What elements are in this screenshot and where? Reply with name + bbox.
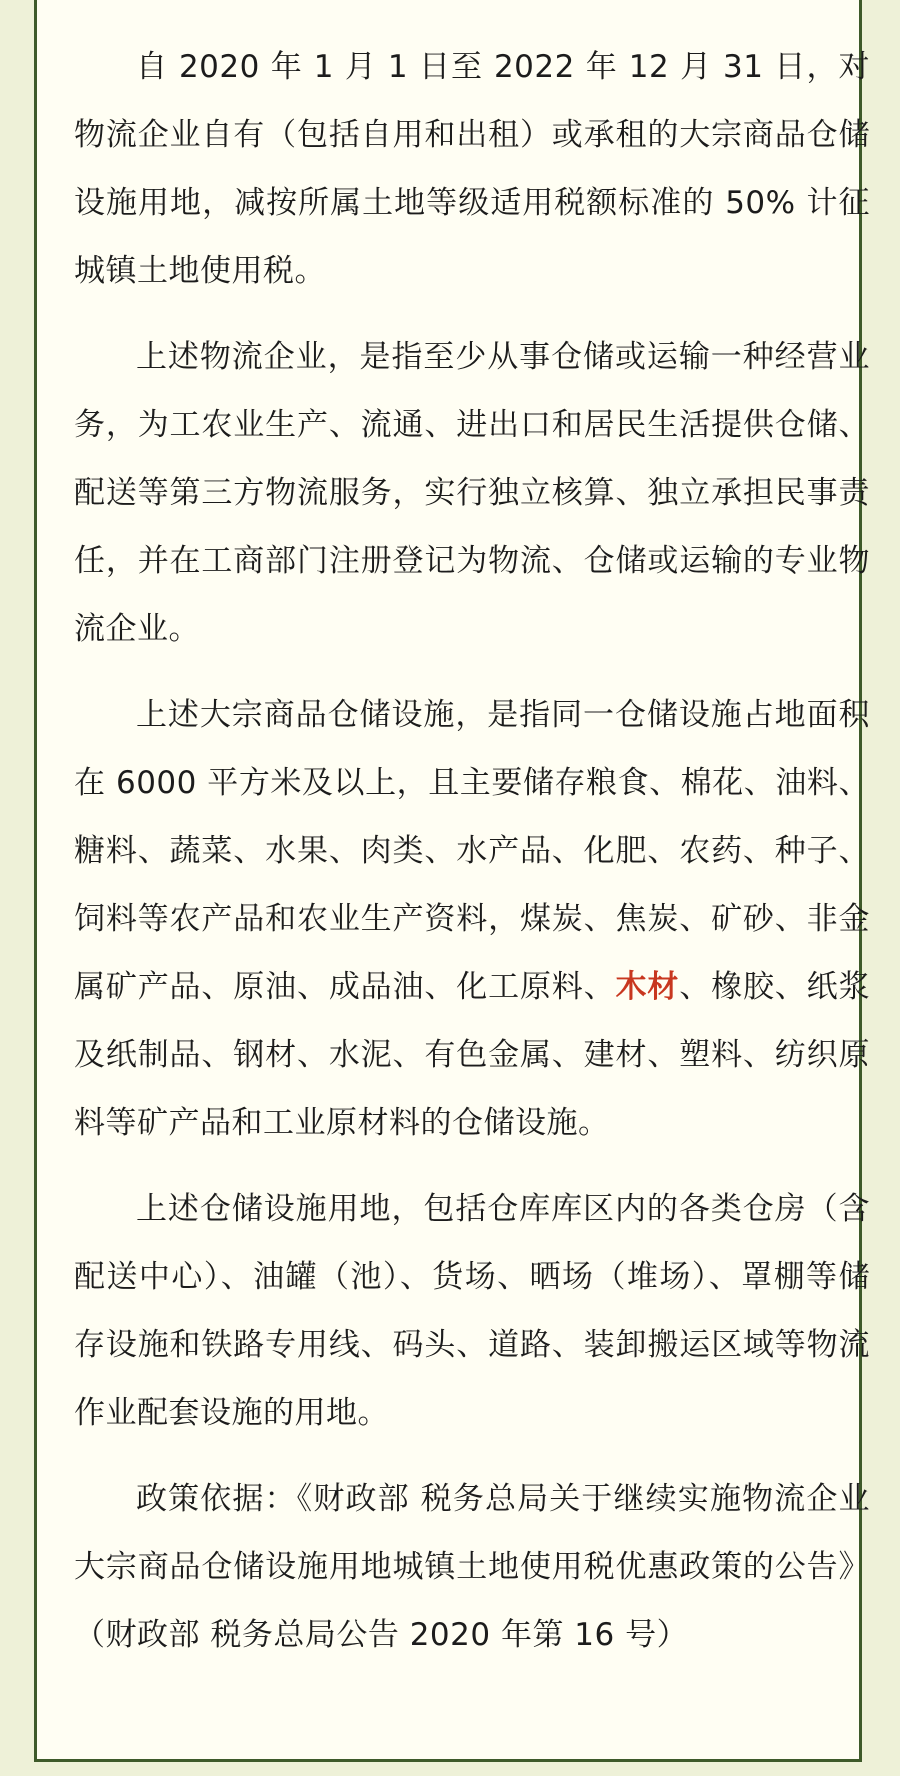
paragraph-land-use-scope: 上述仓储设施用地，包括仓库库区内的各类仓房（含配送中心）、油罐（池）、货场、晒场（堆场）、罩棚等储存设施和铁路专用线、码头、道路、装卸搬运区域等物流作业配套设施的用地。 <box>74 1191 870 1431</box>
article-body <box>74 33 870 1687</box>
paragraph-storage-facility-definition <box>74 681 870 1157</box>
highlighted-term-wood: 木材 <box>615 969 680 1005</box>
paragraph-policy-basis: 政策依据：《财政部 税务总局关于继续实施物流企业大宗商品仓储设施用地城镇土地使用税优惠政策的公告》（财政部 税务总局公告 2020 年第 16 号） <box>74 1481 870 1653</box>
paragraph-tax-reduction: 自 2020 年 1 月 1 日至 2022 年 12 月 31 日，对物流企业自有（包括自用和出租）或承租的大宗商品仓储设施用地，减按所属土地等级适用税额标准的 50% 计征城镇土地使用税。 <box>74 49 870 289</box>
paragraph-logistics-enterprise-definition: 上述物流企业，是指至少从事仓储或运输一种经营业务，为工农业生产、流通、进出口和居民生活提供仓储、配送等第三方物流服务，实行独立核算、独立承担民事责任，并在工商部门注册登记为物流、仓储或运输的专业物流企业。 <box>74 339 870 647</box>
storage-text-after: 、橡胶、纸浆及纸制品、钢材、水泥、有色金属、建材、塑料、纺织原料等矿产品和工业原材料的仓储设施。 <box>74 969 871 1141</box>
document-frame <box>34 0 871 1762</box>
storage-text-before: 上述大宗商品仓储设施，是指同一仓储设施占地面积在 6000 平方米及以上，且主要储存粮食、棉花、油料、糖料、蔬菜、水果、肉类、水产品、化肥、农药、种子、饲料等农产品和农业生产资料，煤炭、焦炭、矿砂、非金属矿产品、原油、成品油、化工原料、 <box>74 697 870 1005</box>
